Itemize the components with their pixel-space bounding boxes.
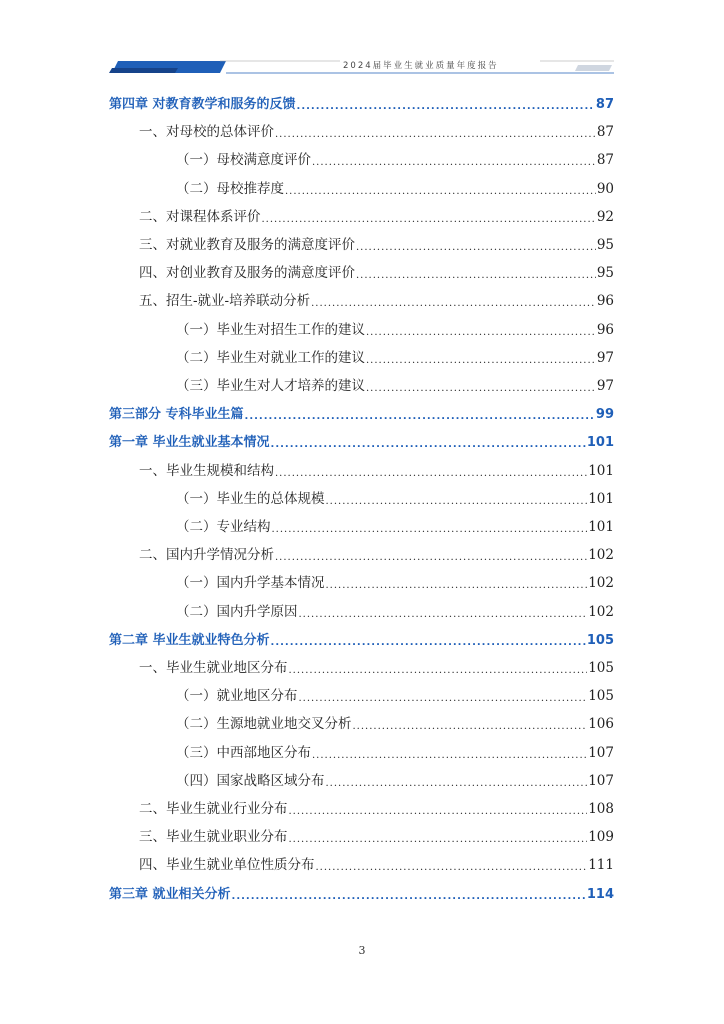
toc-leader-dots [326,575,588,591]
toc-entry[interactable] [139,231,614,253]
toc-entry-page: 96 [596,293,614,310]
toc-entry-label: （三）毕业生对人才培养的建议 [176,378,365,394]
toc-leader-dots [272,519,588,535]
header-title: 2024届毕业生就业质量年度报告 [343,61,499,71]
toc-leader-dots [356,265,596,281]
toc-entry-label: （二）毕业生对就业工作的建议 [176,349,365,366]
toc-entry[interactable] [176,344,614,366]
toc-entry[interactable] [109,626,614,648]
toc-leader-dots [299,688,588,704]
toc-entry[interactable] [176,146,614,168]
toc-entry[interactable] [139,259,614,281]
toc-entry[interactable] [109,880,614,902]
page-header [108,56,614,78]
toc-leader-dots [232,886,586,902]
toc-entry-page: 87 [596,124,614,141]
toc-entry-label: 四、对创业教育及服务的满意度评价 [139,265,355,282]
toc-entry[interactable] [109,428,614,450]
toc-entry[interactable] [139,654,614,676]
toc-entry-label: 四、毕业生就业单位性质分布 [139,857,315,874]
toc-leader-dots [312,745,587,761]
toc-entry-label: 第三部分 专科毕业生篇 [109,407,244,423]
toc-entry-label: 第三章 就业相关分析 [109,886,231,902]
toc-entry-label: 三、对就业教育及服务的满意度评价 [139,237,355,253]
toc-entry-page: 109 [588,829,614,846]
toc-leader-dots [289,801,588,817]
toc-entry[interactable] [176,485,614,507]
toc-entry[interactable] [139,203,614,225]
toc-entry-page: 102 [588,547,614,564]
toc-entry-page: 99 [595,407,614,423]
toc-entry-label: 第四章 对教育教学和服务的反馈 [109,97,296,112]
toc-entry[interactable] [139,541,614,563]
toc-entry[interactable] [176,316,614,338]
toc-entry[interactable] [139,118,614,140]
toc-entry-page: 101 [588,490,614,507]
toc-leader-dots [285,181,596,197]
toc-entry-label: 二、毕业生就业行业分布 [139,801,288,817]
toc-entry[interactable] [176,598,614,620]
toc-leader-dots [271,632,586,648]
toc-leader-dots [311,293,596,309]
toc-entry-page: 105 [588,688,614,705]
toc-entry-page: 95 [596,237,614,253]
toc-leader-dots [289,660,588,676]
toc-entry-page: 101 [586,435,614,451]
toc-leader-dots [366,322,596,338]
toc-entry[interactable] [176,372,614,394]
toc-entry-page: 97 [596,378,614,394]
toc-entry-page: 90 [596,180,614,197]
toc-entry-label: （二）母校推荐度 [176,180,284,197]
toc-entry[interactable] [139,795,614,817]
toc-leader-dots [356,237,596,253]
toc-entry-page: 107 [588,772,614,789]
toc-entry-label: （一）毕业生的总体规模 [176,490,325,507]
toc-entry-label: （一）毕业生对招生工作的建议 [176,321,365,338]
toc-entry-label: 第一章 毕业生就业基本情况 [109,435,270,451]
toc-entry-label: 一、毕业生规模和结构 [139,462,274,479]
toc-leader-dots [297,96,595,112]
toc-entry-page: 87 [596,152,614,169]
toc-leader-dots [245,406,595,422]
toc-entry-page: 106 [588,716,614,733]
toc-entry[interactable] [176,739,614,761]
toc-entry-label: （二）生源地就业地交叉分析 [176,716,352,733]
toc-entry-page: 111 [588,857,614,874]
toc-entry-label: （一）母校满意度评价 [176,152,311,169]
toc-entry-label: 五、招生-就业-培养联动分析 [139,293,311,310]
toc-entry-page: 92 [596,208,614,225]
toc-entry-label: （四）国家战略区域分布 [176,772,325,789]
toc-entry[interactable] [139,457,614,479]
toc-leader-dots [271,434,586,450]
toc-entry-page: 97 [596,349,614,366]
toc-entry-label: （二）国内升学原因 [176,603,298,620]
toc-entry-page: 101 [588,519,614,535]
toc-entry-page: 95 [596,265,614,282]
toc-entry[interactable] [176,682,614,704]
toc-entry[interactable] [139,823,614,845]
toc-entry-label: 三、毕业生就业职业分布 [139,829,288,846]
toc-entry-page: 96 [596,321,614,338]
toc-leader-dots [275,463,587,479]
toc-entry[interactable] [109,90,614,112]
toc-entry-label: 一、对母校的总体评价 [139,124,274,141]
toc-leader-dots [289,829,588,845]
toc-leader-dots [275,124,596,140]
toc-entry-label: （一）就业地区分布 [176,688,298,705]
toc-entry-label: （二）专业结构 [176,519,271,535]
toc-leader-dots [366,378,596,394]
toc-entry-page: 105 [586,632,614,648]
toc-leader-dots [316,857,588,873]
toc-entry-label: （三）中西部地区分布 [176,744,311,761]
toc-entry-page: 102 [588,575,614,592]
toc-entry-label: 二、国内升学情况分析 [139,547,274,564]
toc-leader-dots [366,350,596,366]
toc-entry[interactable] [176,175,614,197]
toc-leader-dots [312,152,596,168]
toc-entry-label: 一、毕业生就业地区分布 [139,660,288,676]
toc-leader-dots [262,209,596,225]
toc-entry[interactable] [176,513,614,535]
toc-entry-page: 107 [588,744,614,761]
toc-entry[interactable] [176,710,614,732]
toc-leader-dots [353,716,588,732]
toc-entry-page: 105 [588,660,614,676]
toc-leader-dots [326,773,588,789]
toc-entry[interactable] [109,400,614,422]
toc-entry-page: 102 [588,603,614,620]
toc-entry-page: 87 [595,97,614,112]
toc-entry[interactable] [139,851,614,873]
toc-entry-label: 二、对课程体系评价 [139,208,261,225]
toc-entry-label: 第二章 毕业生就业特色分析 [109,632,270,648]
toc-leader-dots [275,547,587,563]
toc-leader-dots [299,604,588,620]
toc-entry-page: 101 [588,462,614,479]
toc-entry-page: 108 [588,801,614,817]
toc-entry[interactable] [176,569,614,591]
page-number: 3 [358,944,366,957]
toc-entry[interactable] [139,287,614,309]
toc-leader-dots [326,491,588,507]
toc-entry-label: （一）国内升学基本情况 [176,575,325,592]
toc-entry[interactable] [176,767,614,789]
toc-entry-page: 114 [586,886,614,902]
